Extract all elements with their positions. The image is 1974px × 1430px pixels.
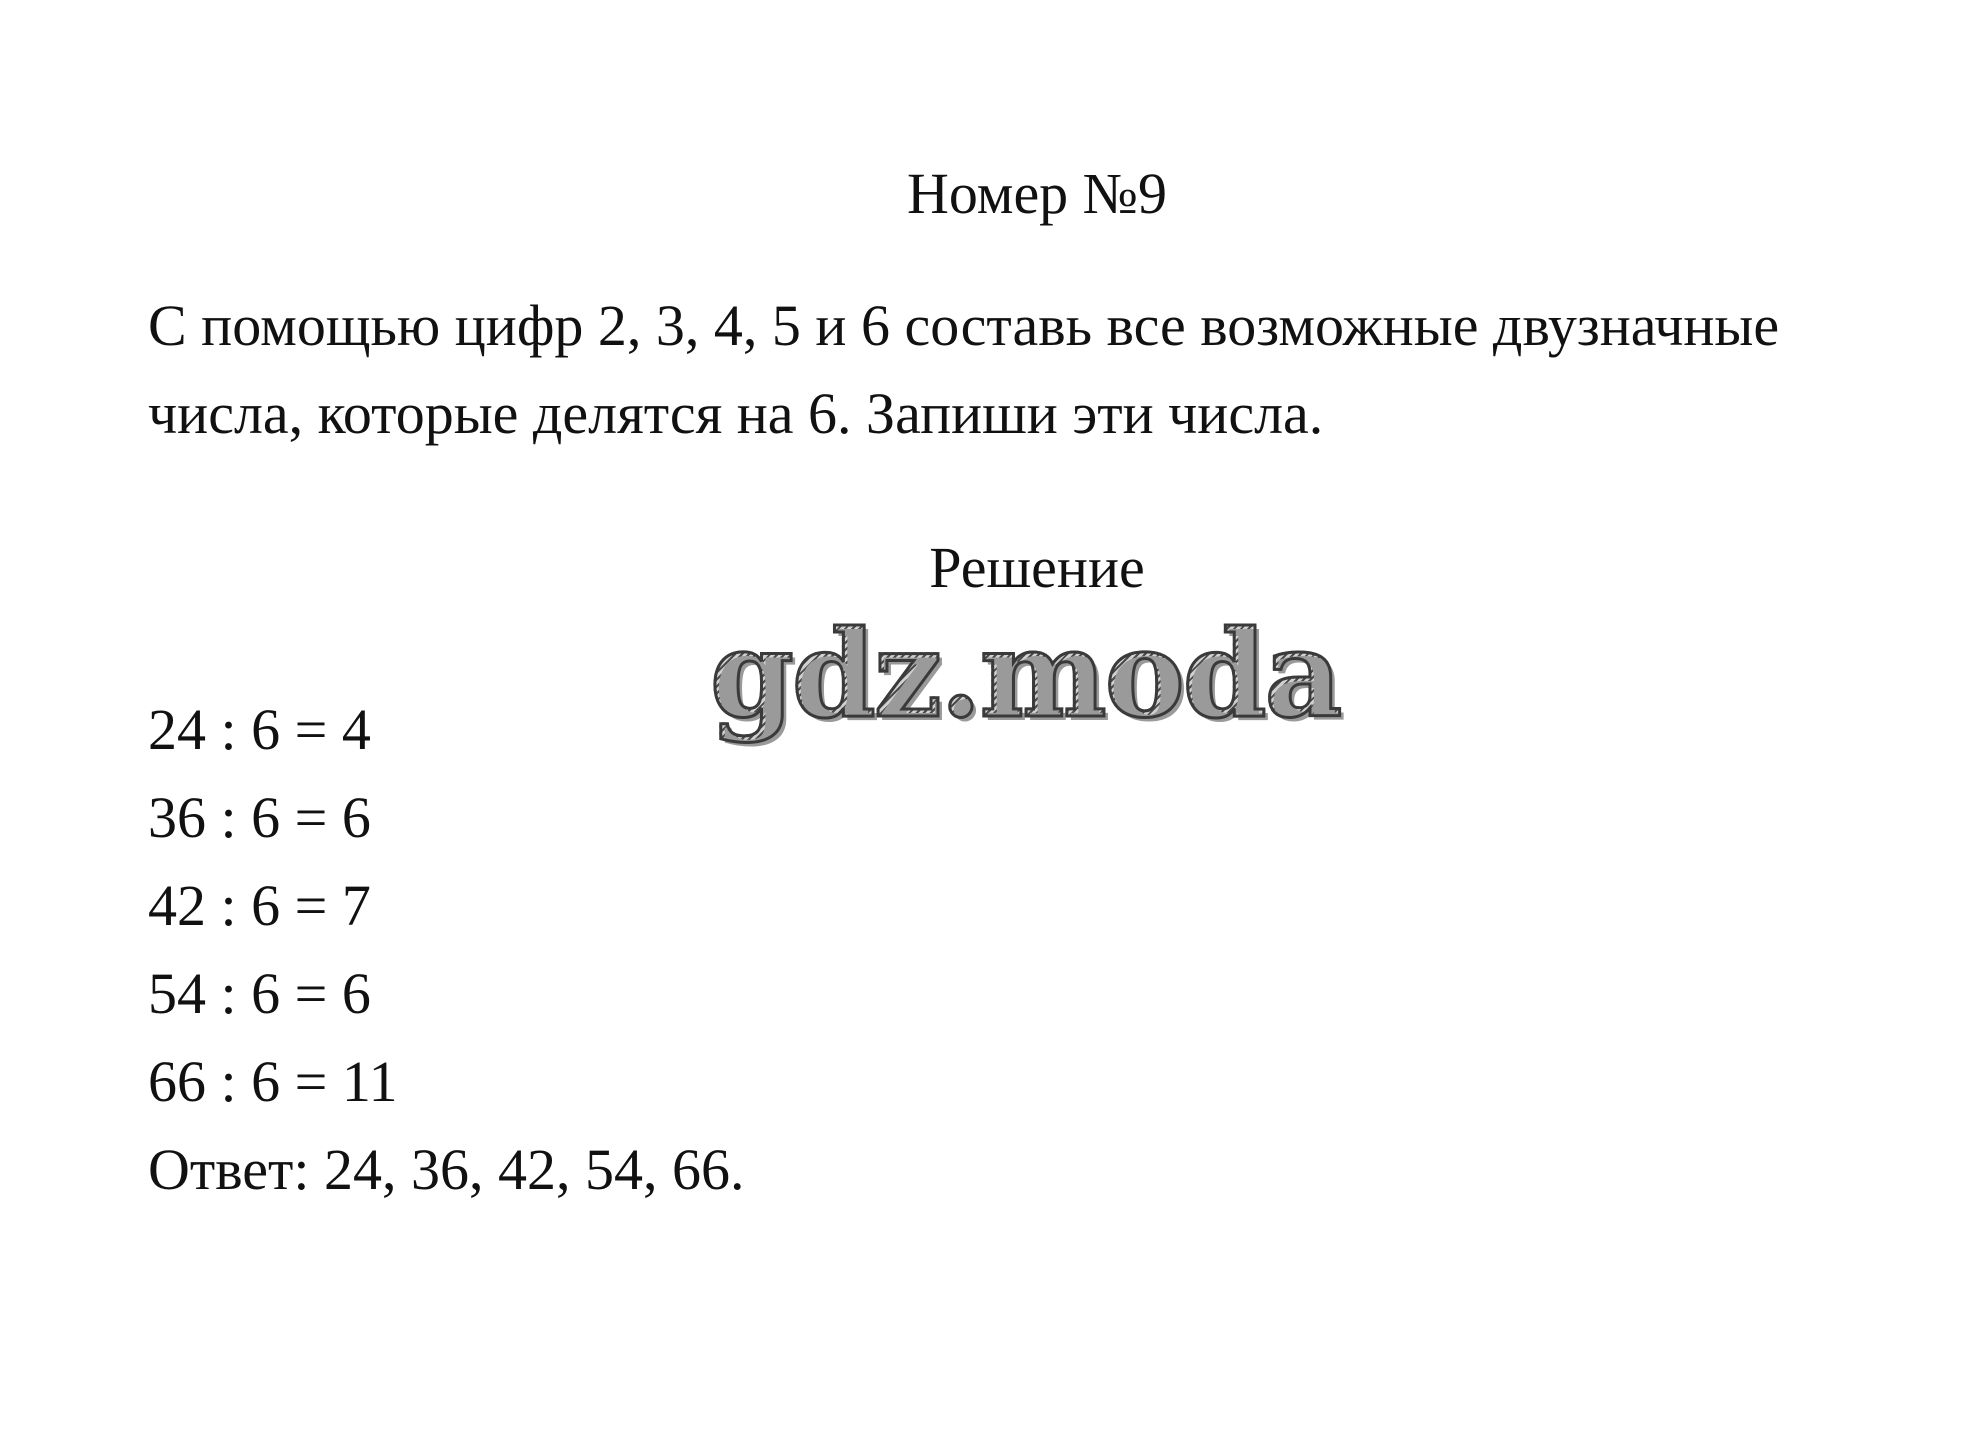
task-line-1: С помощью цифр 2, 3, 4, 5 и 6 составь все возможные двузначные	[148, 293, 1780, 358]
task-line-2: числа, которые делятся на 6. Запиши эти числа.	[148, 381, 1324, 446]
calculation-list	[148, 686, 398, 1126]
calculation-line: 36 : 6 = 6	[148, 785, 371, 850]
answer-text: Ответ: 24, 36, 42, 54, 66.	[148, 1137, 745, 1202]
calculation-line: 42 : 6 = 7	[148, 873, 371, 938]
solution-heading: Решение	[929, 535, 1145, 600]
watermark-logo: gdz.moda	[710, 600, 1340, 750]
calculation-line: 54 : 6 = 6	[148, 961, 371, 1026]
page-title: Номер №9	[906, 161, 1168, 226]
calculation-line: 24 : 6 = 4	[148, 697, 371, 762]
calculation-line: 66 : 6 = 11	[148, 1049, 398, 1114]
task-text	[148, 282, 1908, 458]
